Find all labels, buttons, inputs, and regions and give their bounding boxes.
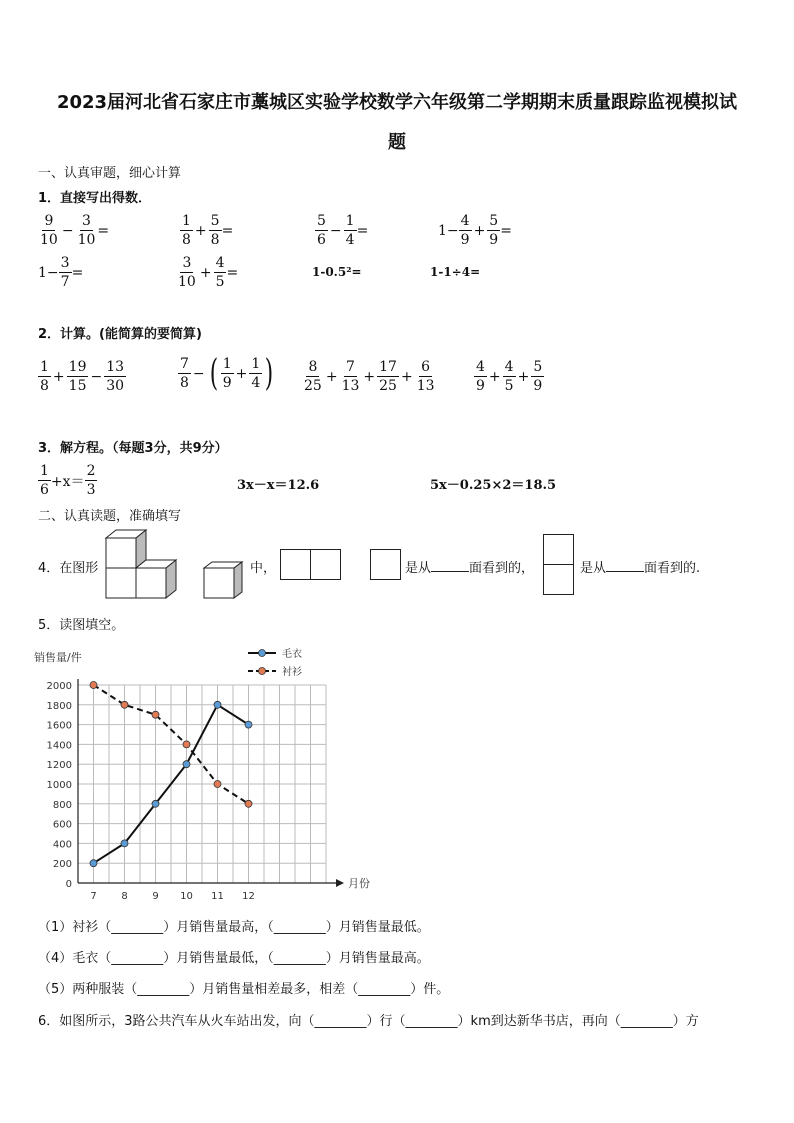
- q1-item-5: 1− $\frac{3}{7}$ =: [38, 255, 84, 290]
- page-title: 2023届河北省石家庄市藁城区实验学校数学六年级第二学期期末质量跟踪监视模拟试: [56, 92, 738, 113]
- chart-axes: [78, 679, 344, 887]
- sales-line-chart: [34, 645, 370, 902]
- x-tick-label: 8: [121, 891, 128, 902]
- cube-figure-single: [202, 560, 248, 600]
- view-square: [543, 534, 574, 565]
- chart-grid: [78, 685, 326, 883]
- y-tick-label: 1000: [46, 780, 72, 791]
- x-tick-label: 11: [211, 891, 224, 902]
- q2-item-d: $\frac{4}{9}$ + $\frac{4}{5}$ + $\frac{5}{9}$: [476, 359, 543, 394]
- question-4-lead: 4．在图形: [38, 561, 99, 576]
- y-tick-label: 1200: [46, 760, 72, 772]
- data-point: [90, 682, 97, 689]
- data-point: [214, 781, 221, 788]
- x-tick-label: 7: [90, 891, 97, 902]
- data-point: [152, 800, 159, 807]
- q4-text-2: 是从 面看到的.: [580, 561, 701, 576]
- view-square: [310, 549, 341, 580]
- page-title-cont: 题: [388, 132, 406, 153]
- view-square: [543, 564, 574, 595]
- y-axis-label: 销售量/件: [34, 651, 82, 664]
- q5-line-2: （4）毛衣（________）月销售量最低，（________）月销售量最高。: [38, 951, 430, 966]
- answer-blank: [431, 559, 469, 572]
- legend-label: 毛衣: [282, 649, 302, 660]
- y-tick-label: 2000: [46, 681, 72, 692]
- q3-item-c: 5x－0.25×2＝18.5: [430, 478, 557, 493]
- y-tick-label: 800: [52, 799, 72, 811]
- answer-blank: [606, 559, 644, 572]
- question-4-mid: 中，: [250, 561, 277, 576]
- q2-item-c: $\frac{8}{25}$ + $\frac{7}{13}$ + $\frac{17}{25}$ + $\frac{6}{13}$: [304, 359, 435, 394]
- q1-item-2: $\frac{1}{8}$ + $\frac{5}{8}$ =: [182, 213, 234, 248]
- y-tick-label: 400: [52, 839, 72, 851]
- legend-marker: [259, 668, 266, 675]
- x-tick-label: 12: [242, 891, 255, 902]
- q3-item-b: 3x－x＝12.6: [237, 478, 320, 493]
- question-5: 5．读图填空。: [38, 618, 125, 633]
- x-tick-label: 9: [152, 891, 159, 902]
- question-2: 2．计算。(能简算的要简算): [38, 327, 202, 342]
- legend-marker: [259, 650, 266, 657]
- q4-text-1: 是从 面看到的，: [405, 561, 535, 576]
- data-point: [245, 800, 252, 807]
- q2-item-b: $\frac{7}{8}$ − ( $\frac{1}{9}$ + $\frac{1}{4}$ ): [180, 352, 274, 394]
- q1-item-4: 1− $\frac{4}{9}$ + $\frac{5}{9}$ =: [438, 213, 512, 248]
- data-point: [245, 721, 252, 728]
- question-3: 3．解方程。（每题3分，共9分）: [38, 441, 228, 456]
- section-1-heading: 一、认真审题，细心计算: [38, 166, 182, 181]
- y-tick-label: 1600: [46, 720, 72, 732]
- chart-legend: [248, 647, 302, 678]
- x-axis-label: 月份: [348, 877, 370, 890]
- q1-item-7: 1-0.5²=: [312, 265, 362, 279]
- q3-item-a: $\frac{1}{6}$ +x＝ $\frac{2}{3}$: [40, 463, 96, 498]
- y-tick-label: 1800: [46, 700, 72, 712]
- cube-figure-3d: [104, 528, 180, 600]
- x-axis-arrow-icon: [336, 879, 344, 887]
- q1-item-1: $\frac{9}{10}$ − $\frac{3}{10}$ =: [40, 213, 110, 248]
- data-point: [121, 840, 128, 847]
- q1-item-6: $\frac{3}{10}$ + $\frac{4}{5}$ =: [178, 255, 239, 290]
- view-square: [280, 549, 311, 580]
- q2-item-a: $\frac{1}{8}$ + $\frac{19}{15}$ − $\frac{13}{30}$: [40, 359, 125, 394]
- data-point: [214, 701, 221, 708]
- data-point: [121, 701, 128, 708]
- data-point: [90, 860, 97, 867]
- q5-line-1: （1）衬衫（________）月销售量最高，（________）月销售量最低。: [38, 920, 430, 935]
- question-6: 6．如图所示，3路公共汽车从火车站出发，向（________）行（________）km到达新华书店，再向（________）方: [38, 1014, 699, 1029]
- y-tick-label: 600: [52, 819, 72, 831]
- section-2-heading: 二、认真读题，准确填写: [38, 509, 182, 524]
- view-square: [370, 549, 401, 580]
- y-tick-label: 200: [52, 859, 72, 871]
- legend-label: 衬衫: [282, 667, 302, 678]
- data-point: [183, 761, 190, 768]
- question-1: 1．直接写出得数．: [38, 191, 152, 206]
- q5-line-3: （5）两种服装（________）月销售量相差最多，相差（________）件。: [38, 982, 450, 997]
- data-point: [152, 711, 159, 718]
- y-tick-label: 1400: [46, 740, 72, 752]
- x-tick-label: 10: [180, 891, 193, 902]
- q1-item-8: 1-1÷4=: [430, 265, 481, 279]
- data-point: [183, 741, 190, 748]
- q1-item-3: $\frac{5}{6}$ − $\frac{1}{4}$ =: [317, 213, 369, 248]
- y-tick-label: 0: [65, 879, 72, 890]
